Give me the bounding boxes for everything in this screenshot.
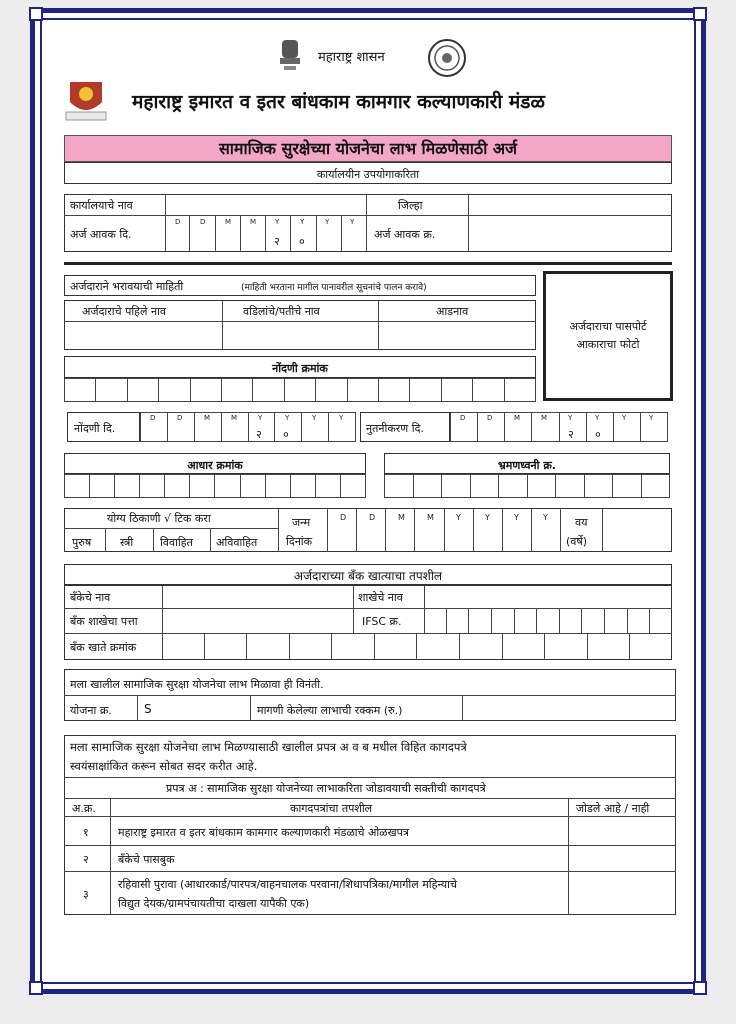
board-name: महाराष्ट्र इमारत व इतर बांधकाम कामगार कल्याणकारी मंडळ <box>132 91 545 113</box>
bank-title: अर्जदाराच्या बँक खात्याचा तपशील <box>293 569 443 583</box>
bank-name-label: बँकेचे नाव <box>70 591 111 604</box>
form-title-bar <box>64 135 672 162</box>
request-col <box>137 695 138 721</box>
married-option[interactable]: विवाहित <box>160 536 193 549</box>
dob-label-2: दिनांक <box>286 535 313 548</box>
date-hint: Y <box>275 218 280 226</box>
doc-row-text: महाराष्ट्र इमारत व इतर बांधकाम कामगार कल्याणकारी मंडळाचे ओळखपत्र <box>118 826 409 839</box>
year-digit: २ <box>256 428 262 441</box>
amount-field[interactable] <box>463 696 675 720</box>
office-divider <box>64 215 672 216</box>
date-hint: D <box>340 513 347 522</box>
corner-ornament <box>693 7 707 21</box>
gender-col <box>153 528 154 552</box>
docs-col <box>110 798 111 915</box>
tick-hint-label: योग्य ठिकाणी √ टिक करा <box>107 512 211 525</box>
reg-no-field[interactable] <box>64 378 536 402</box>
date-hint: M <box>204 414 211 422</box>
date-hint: Y <box>339 414 344 422</box>
office-name-label: कार्यालयाचे नाव <box>70 199 133 212</box>
date-hint: M <box>250 218 257 226</box>
year-digit: २ <box>568 428 574 441</box>
applicant-header <box>64 275 536 296</box>
mobile-field[interactable] <box>384 474 670 498</box>
govt-name: महाराष्ट्र शासन <box>318 50 385 65</box>
personal-col <box>560 508 561 552</box>
age-label: वय <box>575 516 588 529</box>
account-no-label: बँक खाते क्रमांक <box>70 641 137 654</box>
male-option[interactable]: पुरुष <box>72 536 92 549</box>
age-label-2: (वर्षे) <box>566 535 588 548</box>
app-no-field[interactable] <box>469 217 671 251</box>
first-name-field[interactable] <box>65 322 221 349</box>
date-hint: Y <box>258 414 263 422</box>
photo-box[interactable] <box>543 271 673 401</box>
dob-field[interactable] <box>328 509 560 551</box>
year-digit: ० <box>299 235 305 248</box>
form-a-title: प्रपत्र अ : सामाजिक सुरक्षा योजनेच्या लाभाकरिता जोडावयाची सक्तीची कागदपत्रे <box>166 782 486 795</box>
father-name-field[interactable] <box>223 322 377 349</box>
date-hint: Y <box>568 414 573 422</box>
reg-no-header <box>64 356 536 378</box>
date-hint: M <box>225 218 232 226</box>
date-hint: Y <box>595 414 600 422</box>
date-hint: M <box>398 513 405 522</box>
scheme-no-label: योजना क्र. <box>70 704 112 717</box>
doc-row-text: बँकेचे पासबुक <box>118 853 175 866</box>
date-hint: Y <box>300 218 305 226</box>
mobile-header <box>384 453 670 474</box>
documents-intro: मला सामाजिक सुरक्षा योजनेचा लाभ मिळण्यासाठी खालील प्रपत्र अ व ब मधील विहित कागदपत्रे <box>70 740 467 754</box>
date-hint: Y <box>514 513 519 522</box>
branch-address-field[interactable] <box>163 609 353 633</box>
date-hint: Y <box>485 513 490 522</box>
request-text: मला खालील सामाजिक सुरक्षा योजनेचा लाभ मिळावा ही विनंती. <box>70 678 324 691</box>
reg-date-label: नोंदणी दि. <box>74 422 116 435</box>
doc-row-sr: १ <box>83 826 89 839</box>
col-sr-header: अ.क्र. <box>72 802 96 815</box>
district-field[interactable] <box>469 196 671 214</box>
ifsc-label: IFSC क्र. <box>362 615 402 628</box>
aadhaar-header <box>64 453 366 474</box>
ifsc-field[interactable] <box>424 609 672 633</box>
maharashtra-seal-icon <box>427 38 467 78</box>
gender-col <box>210 528 211 552</box>
renew-date-label-box <box>360 412 450 442</box>
mobile-label: भ्रमणध्वनी क्र. <box>498 459 556 472</box>
date-hint: Y <box>312 414 317 422</box>
surname-label: आडनाव <box>436 305 469 318</box>
first-name-label: अर्जदाराचे पहिले नाव <box>82 305 167 318</box>
section-divider <box>64 262 672 265</box>
office-use-bar <box>64 162 672 184</box>
col-attached-header: जोडले आहे / नाही <box>576 802 650 815</box>
date-hint: Y <box>350 218 355 226</box>
doc-row-text: रहिवासी पुरावा (आधारकार्ड/पारपत्र/वाहनचालक परवाना/शिधापत्रिका/मागील महिन्याचे <box>118 878 457 891</box>
renew-date-label: नुतनीकरण दि. <box>366 422 424 435</box>
amount-label: मागणी केलेल्या लाभाची रक्कम (रु.) <box>257 704 403 717</box>
date-hint: Y <box>456 513 461 522</box>
docs-divider <box>64 798 676 799</box>
request-col <box>250 695 251 721</box>
col-details-header: कागदपत्रांचा तपशील <box>290 802 373 815</box>
date-hint: D <box>175 218 181 226</box>
dob-label: जन्म <box>292 516 311 529</box>
bank-col <box>353 585 354 633</box>
board-logo-icon <box>60 80 112 122</box>
app-no-label: अर्ज आवक क्र. <box>374 228 436 241</box>
father-name-label: वडिलांचे/पतीचे नाव <box>243 305 320 318</box>
doc-attached-field[interactable] <box>569 817 675 845</box>
app-date-field[interactable] <box>165 215 366 252</box>
bank-name-field[interactable] <box>163 586 353 608</box>
reg-date-field[interactable] <box>140 412 356 442</box>
branch-name-field[interactable] <box>425 586 671 608</box>
date-hint: Y <box>543 513 548 522</box>
date-hint: M <box>541 414 548 422</box>
gender-col <box>105 528 106 552</box>
date-hint: Y <box>325 218 330 226</box>
date-hint: D <box>487 414 493 422</box>
doc-row-text-2: विद्युत देयक/ग्रामपंचायतीचा दाखला यापैकी एक) <box>118 897 310 910</box>
doc-attached-field[interactable] <box>569 872 675 914</box>
date-hint: Y <box>649 414 654 422</box>
personal-col <box>278 508 279 552</box>
docs-divider <box>64 777 676 778</box>
date-hint: M <box>514 414 521 422</box>
bank-header <box>64 564 672 585</box>
office-col <box>366 194 367 252</box>
ashoka-emblem-icon <box>276 36 304 76</box>
photo-label: अर्जदाराचा पासपोर्ट आकाराचा फोटो <box>569 320 647 351</box>
aadhaar-label: आधार क्रमांक <box>187 459 243 472</box>
branch-name-label: शाखेचे नाव <box>358 591 403 604</box>
date-hint: D <box>177 414 183 422</box>
renew-date-field[interactable] <box>450 412 668 442</box>
corner-ornament <box>29 7 43 21</box>
age-field[interactable] <box>603 509 671 551</box>
date-hint: D <box>369 513 376 522</box>
date-hint: Y <box>285 414 290 422</box>
corner-ornament <box>29 981 43 995</box>
district-label: जिल्हा <box>398 199 423 212</box>
scheme-no-field[interactable]: S <box>144 702 152 716</box>
date-hint: D <box>200 218 206 226</box>
reg-no-label: नोंदणी क्रमांक <box>272 362 328 375</box>
doc-row-sr: २ <box>83 853 89 866</box>
gender-divider <box>64 528 278 529</box>
doc-row-sr: ३ <box>83 888 89 901</box>
unmarried-option[interactable]: अविवाहित <box>216 536 258 549</box>
female-option[interactable]: स्त्री <box>120 536 134 549</box>
reg-date-label-box <box>67 412 140 442</box>
date-hint: M <box>231 414 238 422</box>
date-hint: D <box>150 414 156 422</box>
office-use-label: कार्यालयीन उपयोगाकरिता <box>316 168 420 181</box>
year-digit: ० <box>283 428 289 441</box>
corner-ornament <box>693 981 707 995</box>
aadhaar-field[interactable] <box>64 474 366 498</box>
surname-field[interactable] <box>379 322 535 349</box>
account-no-field[interactable] <box>162 634 672 660</box>
year-digit: २ <box>274 235 280 248</box>
applicant-section-note: (माहिती भरताना मागील पानावरील सूचनांचे पालन करावे) <box>241 283 427 293</box>
year-digit: ० <box>595 428 601 441</box>
documents-intro-2: स्वयंसाक्षांकित करून सोबत सदर करीत आहे. <box>70 759 258 773</box>
branch-address-label: बँक शाखेचा पत्ता <box>70 615 138 628</box>
date-hint: D <box>460 414 466 422</box>
date-hint: M <box>427 513 434 522</box>
form-title: सामाजिक सुरक्षेच्या योजनेचा लाभ मिळणेसाठी अर्ज <box>218 139 518 158</box>
date-hint: Y <box>622 414 627 422</box>
app-date-label: अर्ज आवक दि. <box>70 228 132 241</box>
office-name-field[interactable] <box>166 196 366 214</box>
applicant-section-label: अर्जदाराने भरावयाची माहिती <box>70 280 184 293</box>
doc-attached-field[interactable] <box>569 846 675 871</box>
